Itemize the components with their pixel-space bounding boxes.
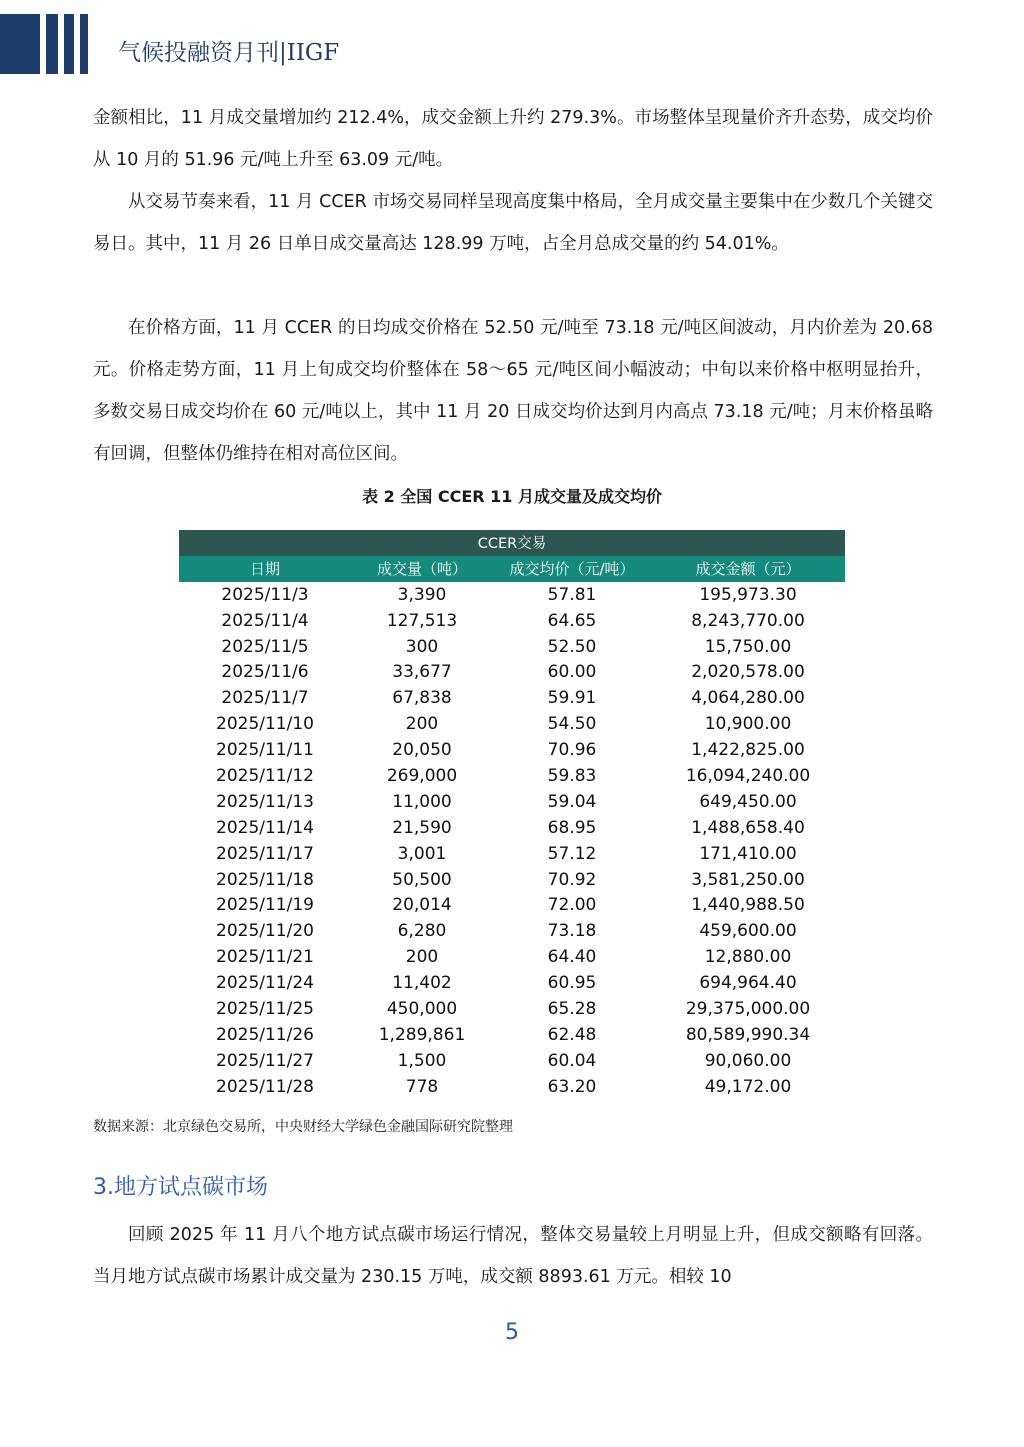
cell-amount: 16,094,240.00	[685, 765, 811, 786]
cell-volume: 1,289,861	[378, 1024, 466, 1045]
column-header-avg-price: 成交均价（元/吨）	[493, 556, 651, 582]
cell-volume: 200	[405, 714, 439, 735]
table-row	[179, 1022, 845, 1048]
cell-amount: 15,750.00	[704, 636, 792, 657]
table-row	[179, 634, 845, 660]
cell-volume: 6,280	[397, 921, 447, 942]
cell-date: 2025/11/21	[216, 947, 314, 968]
cell-amount: 2,020,578.00	[691, 662, 805, 683]
cell-amount: 90,060.00	[704, 1050, 792, 1071]
cell-volume: 33,677	[392, 662, 452, 683]
cell-amount: 171,410.00	[699, 843, 797, 864]
cell-avg-price: 54.50	[547, 714, 597, 735]
cell-volume: 11,402	[392, 973, 452, 994]
table-row	[179, 918, 845, 944]
cell-date: 2025/11/27	[216, 1050, 314, 1071]
table-row	[179, 659, 845, 685]
cell-amount: 49,172.00	[704, 1076, 792, 1097]
table-row	[179, 892, 845, 918]
cell-amount: 4,064,280.00	[691, 688, 805, 709]
table-row	[179, 763, 845, 789]
section-paragraph: 回顾 2025 年 11 月八个地方试点碳市场运行情况，整体交易量较上月明显上升，但成交额略有回落。当月地方试点碳市场累计成交量为 230.15 万吨，成交额 8893.61 万元。相较 10	[93, 1225, 933, 1287]
body-paragraph: 在价格方面，11 月 CCER 的日均成交价格在 52.50 元/吨至 73.18 元/吨区间波动，月内价差为 20.68 元。价格走势方面，11 月上旬成交均价整体在 58～65 元/吨区间小幅波动；中旬以来价格中枢明显抬升，多数交易日成交均价在 60 元/吨以上，其中 11 月 20 日成交均价达到月内高点 73.18 元/吨；月末价格虽略有回调，但整体仍维持在相对高位区间。	[93, 318, 933, 464]
cell-volume: 300	[405, 636, 439, 657]
cell-avg-price: 52.50	[547, 636, 597, 657]
cell-date: 2025/11/13	[216, 791, 314, 812]
cell-date: 2025/11/6	[221, 662, 309, 683]
cell-volume: 778	[405, 1076, 439, 1097]
table-row	[179, 608, 845, 634]
cell-volume: 1,500	[397, 1050, 447, 1071]
section-heading: 3.地方试点碳市场	[93, 1175, 268, 1200]
cell-avg-price: 59.83	[547, 765, 597, 786]
column-header-volume: 成交量（吨）	[351, 556, 493, 582]
cell-avg-price: 64.65	[547, 610, 597, 631]
header-bar	[80, 14, 88, 74]
cell-date: 2025/11/19	[216, 895, 314, 916]
cell-date: 2025/11/26	[216, 1024, 314, 1045]
table-row	[179, 867, 845, 893]
cell-amount: 80,589,990.34	[685, 1024, 811, 1045]
cell-volume: 21,590	[392, 817, 452, 838]
cell-volume: 200	[405, 947, 439, 968]
column-header-date: 日期	[179, 556, 351, 582]
table-group-header-row	[179, 530, 845, 556]
cell-avg-price: 64.40	[547, 947, 597, 968]
header-title: 气候投融资月刊|IIGF	[118, 40, 340, 66]
cell-volume: 20,050	[392, 740, 452, 761]
cell-avg-price: 73.18	[547, 921, 597, 942]
cell-avg-price: 57.12	[547, 843, 597, 864]
cell-date: 2025/11/10	[216, 714, 314, 735]
cell-date: 2025/11/20	[216, 921, 314, 942]
body-paragraph: 从交易节奏来看，11 月 CCER 市场交易同样呈现高度集中格局，全月成交量主要集中在少数几个关键交易日。其中，11 月 26 日单日成交量高达 128.99 万吨，占全月总成交量的约 54.01%。	[93, 192, 933, 254]
cell-amount: 12,880.00	[704, 947, 792, 968]
header-bar	[46, 14, 58, 74]
cell-volume: 67,838	[392, 688, 452, 709]
cell-date: 2025/11/7	[221, 688, 309, 709]
cell-avg-price: 65.28	[547, 998, 597, 1019]
cell-avg-price: 63.20	[547, 1076, 597, 1097]
cell-amount: 29,375,000.00	[685, 998, 811, 1019]
cell-volume: 11,000	[392, 791, 452, 812]
table-caption: 表 2 全国 CCER 11 月成交量及成交均价	[362, 487, 662, 506]
cell-date: 2025/11/24	[216, 973, 314, 994]
cell-date: 2025/11/11	[216, 740, 314, 761]
cell-amount: 3,581,250.00	[691, 869, 805, 890]
cell-avg-price: 57.81	[547, 584, 597, 605]
table-row	[179, 1074, 845, 1100]
page-number: 5	[505, 1320, 519, 1345]
table-row	[179, 789, 845, 815]
cell-date: 2025/11/17	[216, 843, 314, 864]
ccer-trading-table	[179, 530, 845, 1100]
data-source-note: 数据来源：北京绿色交易所，中央财经大学绿色金融国际研究院整理	[93, 1119, 513, 1135]
table-row	[179, 815, 845, 841]
cell-amount: 694,964.40	[699, 973, 797, 994]
cell-date: 2025/11/14	[216, 817, 314, 838]
table-row	[179, 1048, 845, 1074]
cell-amount: 1,488,658.40	[691, 817, 805, 838]
cell-avg-price: 60.95	[547, 973, 597, 994]
cell-volume: 50,500	[392, 869, 452, 890]
column-header-amount: 成交金额（元）	[651, 556, 845, 582]
table-row	[179, 582, 845, 608]
cell-avg-price: 72.00	[547, 895, 597, 916]
cell-avg-price: 70.92	[547, 869, 597, 890]
cell-date: 2025/11/3	[221, 584, 309, 605]
cell-avg-price: 62.48	[547, 1024, 597, 1045]
table-row	[179, 970, 845, 996]
cell-amount: 10,900.00	[704, 714, 792, 735]
cell-avg-price: 60.00	[547, 662, 597, 683]
body-paragraph: 金额相比，11 月成交量增加约 212.4%，成交金额上升约 279.3%。市场整体呈现量价齐升态势，成交均价从 10 月的 51.96 元/吨上升至 63.09 元/吨。	[93, 108, 933, 170]
cell-amount: 1,422,825.00	[691, 740, 805, 761]
cell-volume: 269,000	[386, 765, 458, 786]
cell-amount: 195,973.30	[699, 584, 797, 605]
table-header-row	[179, 556, 845, 582]
table-row	[179, 996, 845, 1022]
cell-avg-price: 60.04	[547, 1050, 597, 1071]
table-row	[179, 841, 845, 867]
cell-amount: 8,243,770.00	[691, 610, 805, 631]
cell-avg-price: 59.04	[547, 791, 597, 812]
cell-avg-price: 68.95	[547, 817, 597, 838]
table-row	[179, 737, 845, 763]
cell-volume: 3,390	[397, 584, 447, 605]
cell-date: 2025/11/18	[216, 869, 314, 890]
cell-date: 2025/11/25	[216, 998, 314, 1019]
cell-date: 2025/11/4	[221, 610, 309, 631]
table-group-header: CCER交易	[179, 530, 845, 556]
cell-date: 2025/11/5	[221, 636, 309, 657]
header-bar	[0, 14, 40, 74]
table-body	[179, 582, 845, 1100]
table-row	[179, 711, 845, 737]
cell-date: 2025/11/28	[216, 1076, 314, 1097]
cell-volume: 127,513	[386, 610, 458, 631]
table-row	[179, 685, 845, 711]
cell-volume: 450,000	[386, 998, 458, 1019]
cell-amount: 1,440,988.50	[691, 895, 805, 916]
cell-date: 2025/11/12	[216, 765, 314, 786]
cell-avg-price: 59.91	[547, 688, 597, 709]
cell-amount: 649,450.00	[699, 791, 797, 812]
cell-volume: 20,014	[392, 895, 452, 916]
cell-volume: 3,001	[397, 843, 447, 864]
cell-avg-price: 70.96	[547, 740, 597, 761]
cell-amount: 459,600.00	[699, 921, 797, 942]
table-row	[179, 944, 845, 970]
header-bar	[64, 14, 74, 74]
